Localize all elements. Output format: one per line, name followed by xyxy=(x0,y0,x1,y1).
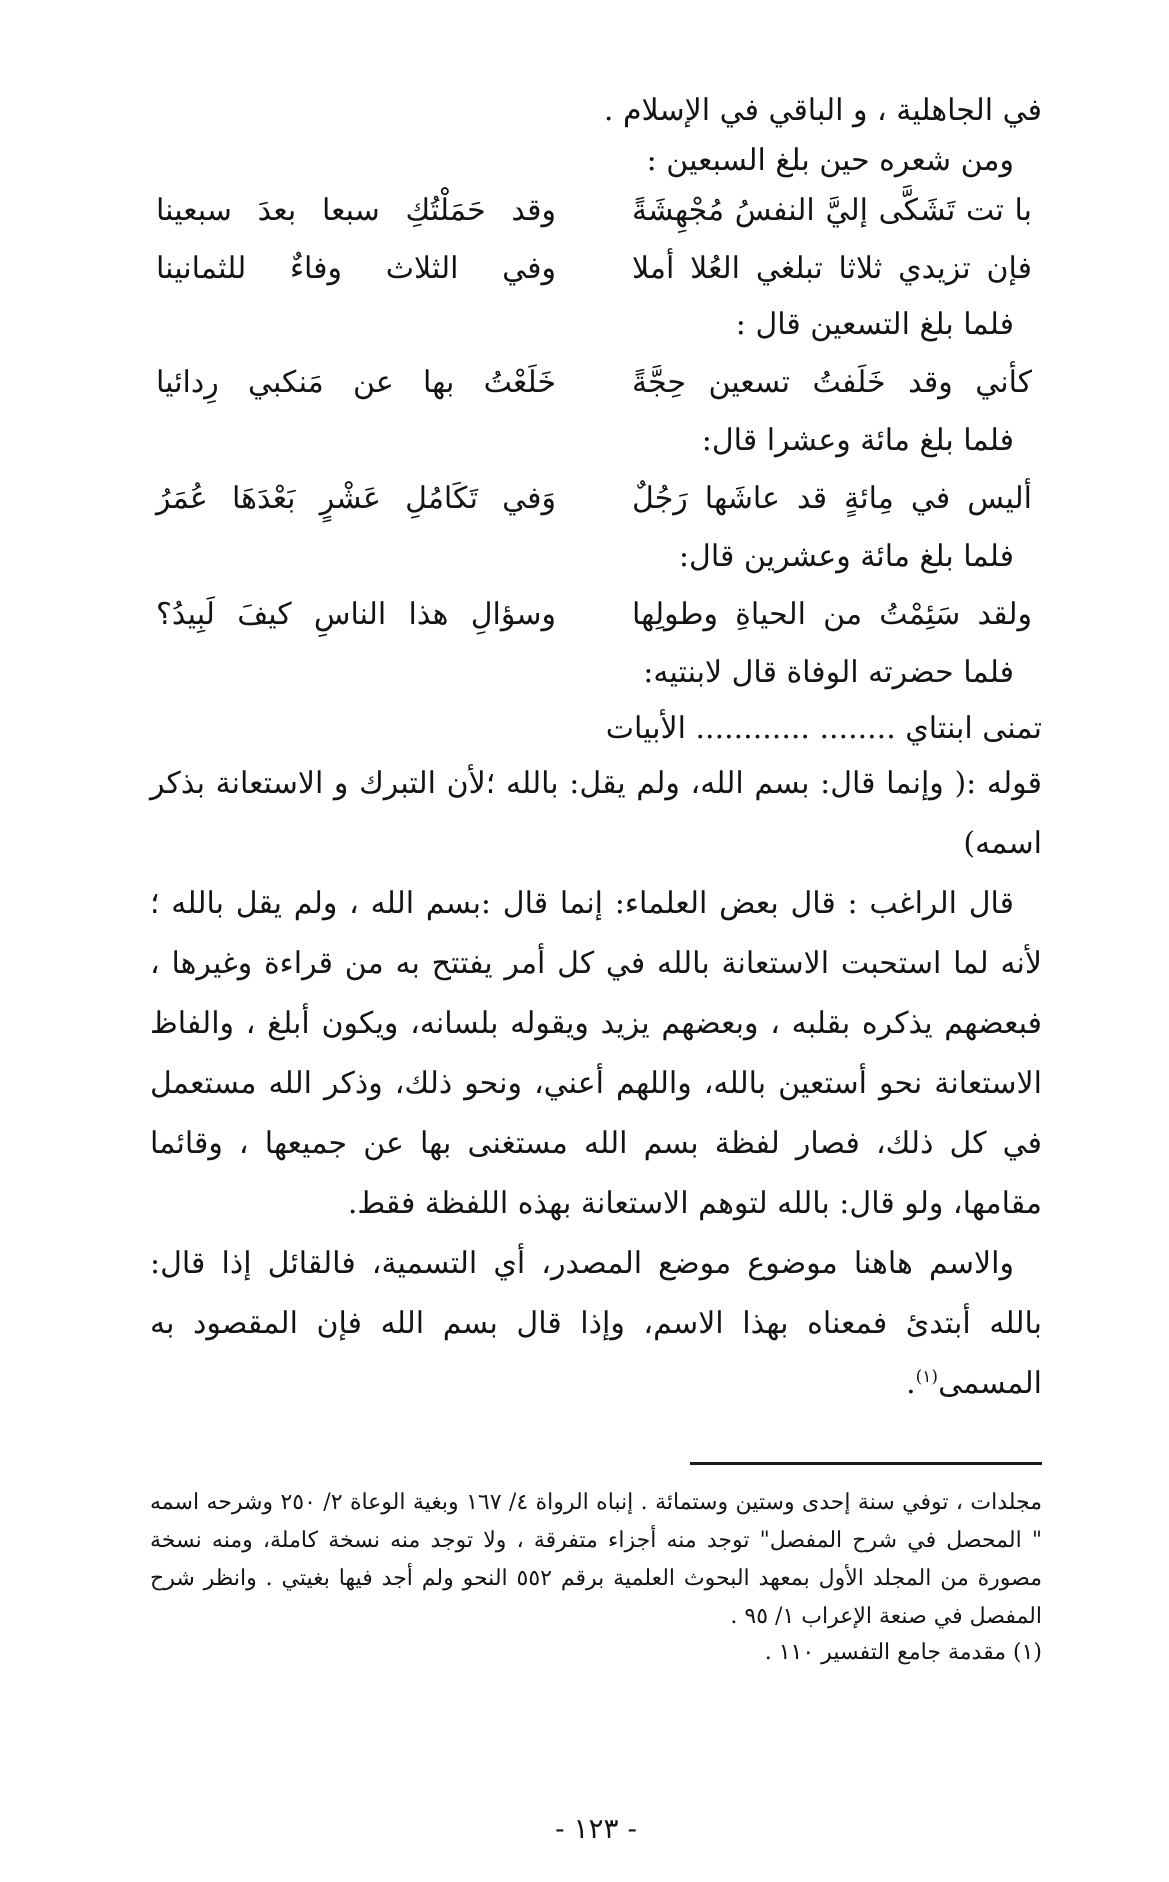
verse-2-first-hemistich: فإن تزيدي ثلاثا تبلغي العُلا أملا xyxy=(632,251,1032,286)
verse-2 xyxy=(150,246,1042,292)
footnote-separator xyxy=(690,1462,1042,1465)
verse-3-second-hemistich: خَلَعْتُ بها عن مَنكبي رِدائيا xyxy=(156,365,556,400)
verse-5-second-hemistich: وسؤالِ هذا الناسِ كيفَ لَبِيدُ؟ xyxy=(156,597,556,632)
paragraph-ism-text: والاسم هاهنا موضوع موضع المصدر، أي التسمية، فالقائل إذا قال: بالله أبتدئ فمعناه بهذا الاسم، وإذا قال بسم الله فإن المقصود به المسمى xyxy=(150,1246,1042,1401)
intro-seventy: ومن شعره حين بلغ السبعين : xyxy=(646,143,1014,178)
paragraph-ism xyxy=(150,1234,1042,1414)
paragraph-raghib xyxy=(150,874,1042,1234)
verse-1-first-hemistich: با تت تَشَكَّى إليَّ النفسُ مُجْهِشَةً xyxy=(632,193,1032,228)
tamanna-line: تمنى ابنتاي ........ ............ الأبيات xyxy=(605,711,1042,746)
footnote-1: (١) مقدمة جامع التفسير ١١٠ . xyxy=(764,1640,1042,1665)
verse-1 xyxy=(150,188,1042,234)
intro-one-twenty: فلما بلغ مائة وعشرين قال: xyxy=(678,539,1014,574)
verse-5-first-hemistich: ولقد سَئِمْتُ من الحياةِ وطولِها xyxy=(632,597,1032,632)
book-page xyxy=(150,88,1042,1848)
paragraph-ism-end: . xyxy=(906,1366,916,1401)
verse-4 xyxy=(150,476,1042,522)
verse-3 xyxy=(150,360,1042,406)
verse-2-second-hemistich: وفي الثلاث وفاءٌ للثمانينا xyxy=(156,251,556,286)
intro-ninety: فلما بلغ التسعين قال : xyxy=(735,307,1014,342)
verse-1-second-hemistich: وقد حَمَلْتُكِ سبعا بعدَ سبعينا xyxy=(156,193,556,228)
intro-one-ten: فلما بلغ مائة وعشرا قال: xyxy=(701,423,1014,458)
paragraph-raghib-text: قال الراغب : قال بعض العلماء: إنما قال :بسم الله ، ولم يقل بالله ؛لأنه لما استحبت الاستعانة بالله في كل أمر يفتتح به من قراءة وغيرها ، فبعضهم يذكره بقلبه ، وبعضهم يزيد ويقوله بلسانه، ويكون أبلغ ، والفاظ الاستعانة نحو أستعين بالله، واللهم أعني، ونحو ذلك، وذكر الله مستعمل في كل ذلك، فصار لفظة بسم الله مستغنى بها عن جميعها ، وقائما مقامها، ولو قال: بالله لتوهم الاستعانة بهذه اللفظة فقط. xyxy=(150,886,1042,1221)
footnote-ref-1[interactable]: (١) xyxy=(915,1367,939,1387)
intro-death: فلما حضرته الوفاة قال لابنتيه: xyxy=(643,655,1014,690)
paragraph-qawluh: قوله :( وإنما قال: بسم الله، ولم يقل: بالله ؛لأن التبرك و الاستعانة بذكر اسمه) xyxy=(150,766,1042,861)
verse-4-second-hemistich: وَفي تَكَامُلِ عَشْرٍ بَعْدَهَا عُمَرُ xyxy=(156,481,556,516)
footnote-continuation: مجلدات ، توفي سنة إحدى وستين وستمائة . إنباه الرواة ٤/ ١٦٧ وبغية الوعاة ٢/ ٢٥٠ وشرحه اسمه " المحصل في شرح المفصل" توجد منه أجزاء متفرقة ، ولا توجد منه نسخة كاملة، ومنه نسخة مصورة من المجلد الأول بمعهد البحوث العلمية برقم ٥٥٢ النحو ولم أجد فيها بغيتي . وانظر شرح المفصل في صنعة الإعراب ١/ ٩٥ . xyxy=(150,1490,1043,1629)
text-line-jahiliyya: في الجاهلية ، و الباقي في الإسلام . xyxy=(603,93,1042,128)
verse-4-first-hemistich: أليس في مِائةٍ قد عاشَها رَجُلٌ xyxy=(632,481,1032,516)
verse-5 xyxy=(150,592,1042,638)
verse-3-first-hemistich: كأني وقد خَلَفتُ تسعين حِجَّةً xyxy=(632,365,1032,400)
page-number: - ١٢٣ - xyxy=(555,1812,637,1845)
